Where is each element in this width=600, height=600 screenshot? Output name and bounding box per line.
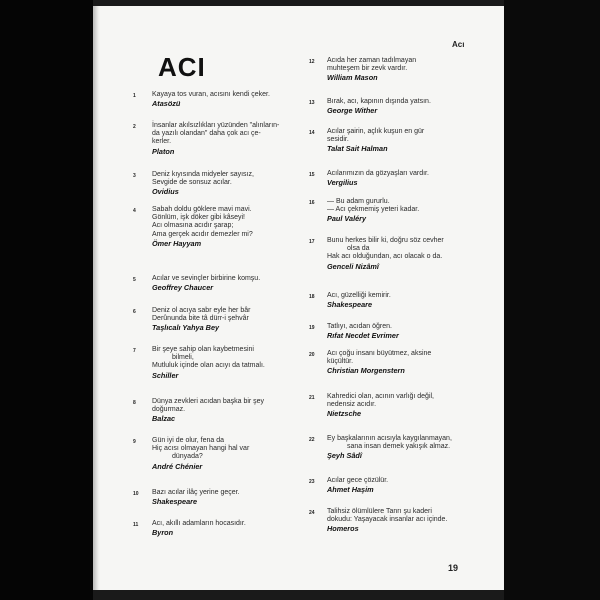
quote-number: 21 (309, 395, 315, 401)
quote-number: 15 (309, 172, 315, 178)
quote-author: Shakespeare (152, 497, 198, 507)
quote-line: muhteşem bir zevk vardır. (327, 65, 408, 73)
quote-line: doğurmaz. (152, 406, 186, 414)
quote-number: 8 (133, 400, 136, 406)
quote-number: 23 (309, 479, 315, 485)
quote-number: 11 (133, 522, 139, 528)
scan-border-bottom (93, 590, 504, 600)
quote-author: Ahmet Haşim (327, 485, 374, 495)
quote-author: Paul Valéry (327, 214, 367, 224)
quote-line: Kayaya tos vuran, acısını kendi çeker. (152, 91, 270, 98)
quote-author: Shakespeare (327, 300, 373, 310)
quote-entry (327, 57, 487, 82)
quote-line: nedensiz acıdır. (327, 401, 377, 409)
quote-line: Acı çoğu insanı büyütmez, aksine (327, 350, 432, 357)
quote-author: George Wither (327, 106, 378, 116)
quote-entry (152, 437, 302, 471)
quote-line: kerler. (152, 138, 172, 146)
quote-number: 6 (133, 309, 136, 315)
quote-number: 19 (309, 325, 315, 331)
quote-number: 13 (309, 100, 315, 106)
quote-author: Rıfat Necdet Evrimer (327, 331, 399, 341)
quote-number: 20 (309, 352, 315, 358)
quote-entry (152, 307, 302, 332)
quote-number: 17 (309, 239, 315, 245)
page-title: ACI (158, 52, 206, 82)
quote-entry (327, 170, 487, 187)
quote-entry (152, 171, 302, 196)
quote-line: Hiç acısı olmayan hangi hal var (152, 445, 250, 453)
quote-entry (327, 292, 487, 309)
quote-number: 18 (309, 294, 315, 300)
quote-entry (152, 122, 302, 156)
quote-line: Tatlıyı, acıdan öğren. (327, 323, 392, 330)
quote-author: Homeros (327, 524, 359, 534)
quote-author: Ovidius (152, 187, 179, 197)
quote-author: Genceli Nizâmî (327, 261, 379, 271)
quote-number: 10 (133, 491, 139, 497)
quote-author: Balzac (152, 414, 176, 424)
quote-number: 1 (133, 93, 136, 99)
quote-line: dünyada? (172, 453, 203, 461)
quote-entry (152, 520, 302, 537)
quote-entry (152, 346, 302, 380)
quote-line: Sabah doldu göklere mavi mavi. (152, 206, 252, 213)
quote-author: Geoffrey Chaucer (152, 283, 214, 293)
quote-line: Bunu herkes bilir ki, doğru söz cevher (327, 237, 444, 244)
quote-entry (327, 323, 487, 340)
quote-line: Acı, güzelliği kemirir. (327, 292, 391, 299)
quote-line: olsa da (347, 245, 370, 253)
quote-entry (327, 508, 487, 533)
quote-line: Acılarımızın da gözyaşları vardır. (327, 170, 429, 177)
quote-line: dokudu: Yaşayacak insanlar acı içinde. (327, 516, 448, 524)
quote-line: Bırak, acı, kapının dışında yatsın. (327, 98, 431, 105)
quote-number: 14 (309, 130, 315, 136)
quote-line: Acılar ve sevinçler birbirine komşu. (152, 275, 261, 282)
quote-number: 3 (133, 173, 136, 179)
quote-line: — Acı çekmemiş yeteri kadar. (327, 206, 420, 214)
quote-line: da yazılı olandan" daha çok acı çe- (152, 130, 261, 138)
quote-line: Ey başkalarının acısıyla kaygılanmayan, (327, 435, 452, 442)
quote-line: Ama gerçek acıdır demezler mi? (152, 230, 253, 238)
scan-background-left (0, 0, 93, 600)
quote-author: William Mason (327, 73, 378, 83)
quote-entry (327, 477, 487, 494)
quote-line: Kahredici olan, acının varlığı değil, (327, 393, 435, 400)
quote-line: Bazı acılar ilâç yerine geçer. (152, 489, 240, 496)
quote-entry (327, 350, 487, 375)
quote-line: Bir şeye sahip olan kaybetmesini (152, 346, 254, 353)
quote-entry (327, 435, 487, 460)
quote-line: — Bu adam gururlu. (327, 198, 390, 205)
quote-entry (152, 206, 302, 248)
quote-line: Gönlüm, işk döker gibi kâseyi! (152, 214, 245, 222)
quote-line: bilmeli, (172, 354, 194, 362)
scan-border-top (93, 0, 504, 6)
quote-line: Gün iyi de olur, fena da (152, 437, 224, 444)
quote-author: Atasözü (152, 99, 181, 109)
quote-author: Şeyh Sâdî (327, 451, 362, 461)
quote-number: 7 (133, 348, 136, 354)
quote-author: Schiller (152, 370, 179, 380)
quote-line: Deniz kıyısında midyeler sayısız, (152, 171, 254, 178)
quote-entry (327, 237, 487, 271)
quote-entry (152, 398, 302, 423)
quote-author: Ömer Hayyam (152, 238, 202, 248)
quote-number: 12 (309, 59, 315, 65)
quote-number: 22 (309, 437, 315, 443)
quote-author: André Chénier (152, 461, 203, 471)
quote-line: Hak acı olduğundan, acı olacak o da. (327, 253, 443, 261)
quote-line: Acılar gece çözülür. (327, 477, 389, 484)
quote-line: Talihsiz ölümlülere Tanrı şu kaderi (327, 508, 432, 515)
quote-line: Sevgide de sonsuz acılar. (152, 179, 232, 187)
quote-line: Acı olmasına acıdır şarap; (152, 222, 234, 230)
quote-line: Dünya zevkleri acıdan başka bir şey (152, 398, 265, 405)
quote-number: 16 (309, 200, 315, 206)
quote-line: küçültür. (327, 358, 354, 366)
quote-author: Taşlıcalı Yahya Bey (152, 323, 220, 333)
quote-author: Christian Morgenstern (327, 366, 405, 376)
quote-line: Derûnunda bite tâ dürr-i şehvâr (152, 315, 249, 323)
quote-entry (152, 275, 302, 292)
quote-entry (327, 198, 487, 223)
running-head: Acı (452, 40, 465, 49)
quote-number: 5 (133, 277, 136, 283)
quote-line: sana insan demek yakışık almaz. (347, 443, 451, 451)
quote-author: Byron (152, 528, 174, 538)
quote-line: İnsanlar akılsızlıkları yüzünden "alınların- (152, 122, 280, 129)
quote-line: Acı, akıllı adamların hocasıdır. (152, 520, 246, 527)
quote-line: Acılar şairin, açlık kuşun en gür (327, 128, 425, 135)
page-number: 19 (448, 563, 459, 573)
quote-author: Nietzsche (327, 409, 362, 419)
quote-line: Acıda her zaman tadılmayan (327, 57, 417, 64)
quote-author: Vergilius (327, 178, 358, 188)
quote-line: sesidir. (327, 136, 349, 144)
quote-line: Deniz ol acıya sabr eyle her bâr (152, 307, 251, 314)
quote-author: Platon (152, 146, 175, 156)
quote-number: 4 (133, 208, 136, 214)
quote-author: Talat Sait Halman (327, 144, 388, 154)
quote-number: 2 (133, 124, 136, 130)
quote-number: 24 (309, 510, 315, 516)
scan-background-right (504, 0, 600, 600)
quote-entry (152, 489, 302, 506)
quote-entry (327, 128, 487, 153)
quote-number: 9 (133, 439, 136, 445)
quote-entry (327, 98, 487, 115)
quote-entry (327, 393, 487, 418)
quote-line: Mutluluk içinde olan acıyı da tatmalı. (152, 362, 265, 370)
quote-entry (152, 91, 302, 108)
